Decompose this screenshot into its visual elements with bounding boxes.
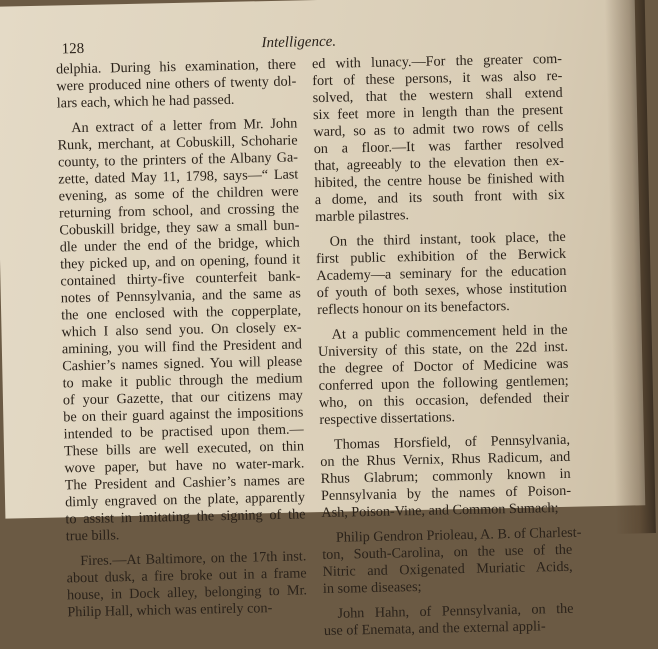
paragraph (323, 601, 574, 640)
text-line: Nitric and Oxigenated Muriatic Acids, (322, 558, 573, 581)
text-line: of your Gazette, that our citizens may (62, 387, 304, 409)
text-line: Ash, Poison-Vine, and Common Sumach; (321, 500, 559, 522)
text-line: who, on this occasion, defended their (318, 389, 570, 412)
text-line: conferred upon the following gentlemen; (318, 372, 569, 395)
text-line: in some diseases; (322, 578, 422, 598)
text-line: Fires.—At Baltimore, on the 17th inst. (80, 548, 307, 570)
text-line: on the Rhus Vernix, Rhus Radicum, and (320, 448, 571, 471)
text-line: hibited, the centre house be finished with (314, 169, 565, 192)
paragraph (56, 56, 297, 112)
text-line: Academy—a seminary for the education (316, 262, 567, 285)
text-line: Philip Hall, which was entirely con- (67, 600, 273, 621)
paragraph (57, 115, 306, 545)
text-line: intended to be practised upon them.— (63, 421, 304, 443)
text-line: University of this state, on the 22d inst. (317, 338, 569, 361)
page-number: 128 (61, 40, 85, 58)
text-line: a dome, and its south front with six (314, 186, 565, 209)
right-column (311, 50, 582, 642)
text-line: dimly engraved on the plate, apparently (64, 489, 306, 511)
text-line: that, agreeably to the elevation then ex- (313, 152, 565, 175)
text-line: notes of Pennsylvania, and the same as (60, 285, 301, 307)
text-line: Thomas Horsfield, of Pennsylvania, (333, 431, 571, 453)
text-line: evening, as some of the children were (58, 183, 299, 205)
text-line: of youth of both sexes, whose institution (316, 279, 567, 302)
text-line: marble pilastres. (315, 207, 410, 226)
paragraph (322, 524, 582, 598)
text-line: to assist in imitating the signing of the (65, 506, 306, 528)
text-line: reflects honour on its benefactors. (316, 298, 510, 319)
text-line: about dusk, a fire broke out in a frame (66, 565, 307, 587)
text-line: ward, so as to admit two rows of cells (313, 118, 564, 141)
text-line: wove paper, but have no water-mark. (64, 455, 305, 477)
running-title: Intelligence. (261, 33, 337, 52)
text-line: county, to the printers of the Albany Ga- (57, 149, 299, 171)
text-line: On the third instant, took place, the (329, 228, 566, 250)
text-line: they picked up, and on opening, found it (59, 251, 301, 273)
text-line: use of Enemata, and the external appli- (323, 618, 546, 639)
text-line: amining, you will find the President and (61, 336, 303, 358)
text-line: be on their guard against the impositions (63, 404, 304, 426)
text-line: fort of these persons, it was also re- (312, 67, 563, 90)
text-line: solved, that the western shall extend (312, 84, 563, 107)
text-line: An extract of a letter from Mr. John (71, 115, 298, 137)
text-line: on a floor.—It was farther resolved (313, 135, 564, 158)
text-line: to make it public through the medium (62, 370, 303, 392)
text-line: returning from school, and crossing the (58, 200, 300, 222)
text-line: delphia. During his examination, there (55, 56, 297, 78)
text-line: Philip Gendron Prioleau, A. B. of Charlest- (335, 524, 582, 546)
text-line: Rhus Glabrum; commonly known in (320, 465, 571, 488)
text-line: the one enclosed with the copperplate, (61, 302, 302, 324)
paragraph (316, 229, 568, 319)
page-gutter-shadow (605, 0, 656, 534)
text-line: ton, South-Carolina, on the use of the (322, 541, 573, 564)
text-line: dle under the end of the bridge, which (59, 234, 300, 256)
text-line: house, in Dock alley, belonging to Mr. (66, 582, 308, 604)
text-line: John Hahn, of Pennsylvania, on the (337, 600, 574, 622)
text-line: first public exhibition of the Berwick (315, 245, 567, 268)
text-line: lars each, which he had passed. (56, 91, 235, 112)
text-line: Runk, merchant, at Cobuskill, Schoharie (57, 132, 298, 154)
page-header (61, 25, 561, 58)
text-line: contained thirty-five counterfeit bank- (60, 268, 301, 290)
text-line: Cashier’s names signed. You will please (62, 353, 303, 375)
text-line: true bills. (65, 527, 120, 545)
text-line: ed with lunacy.—For the greater com- (311, 50, 563, 73)
text-line: Pennsylvania by the names of Poison- (320, 482, 572, 505)
text-line: At a public commencement held in the (331, 321, 568, 343)
text-line: which I also send you. On closely ex- (61, 319, 302, 341)
paragraph (312, 51, 566, 226)
text-line: Cobuskill bridge, they saw a small bun- (59, 217, 300, 239)
left-column (56, 56, 308, 623)
text-line: respective dissertations. (319, 409, 456, 429)
text-line: The President and Cashier’s names are (64, 472, 305, 494)
text-line: zette, dated May 11, 1798, says—“ Last (58, 166, 299, 188)
text-line: These bills are well executed, on thin (63, 438, 305, 460)
paragraph (317, 322, 569, 429)
text-line: six feet more in length than the present (312, 101, 564, 124)
paragraph (66, 548, 307, 621)
text-line: the degree of Doctor of Medicine was (318, 355, 569, 378)
paragraph (320, 432, 572, 522)
text-line: were produced nine others of twenty dol- (56, 73, 297, 95)
